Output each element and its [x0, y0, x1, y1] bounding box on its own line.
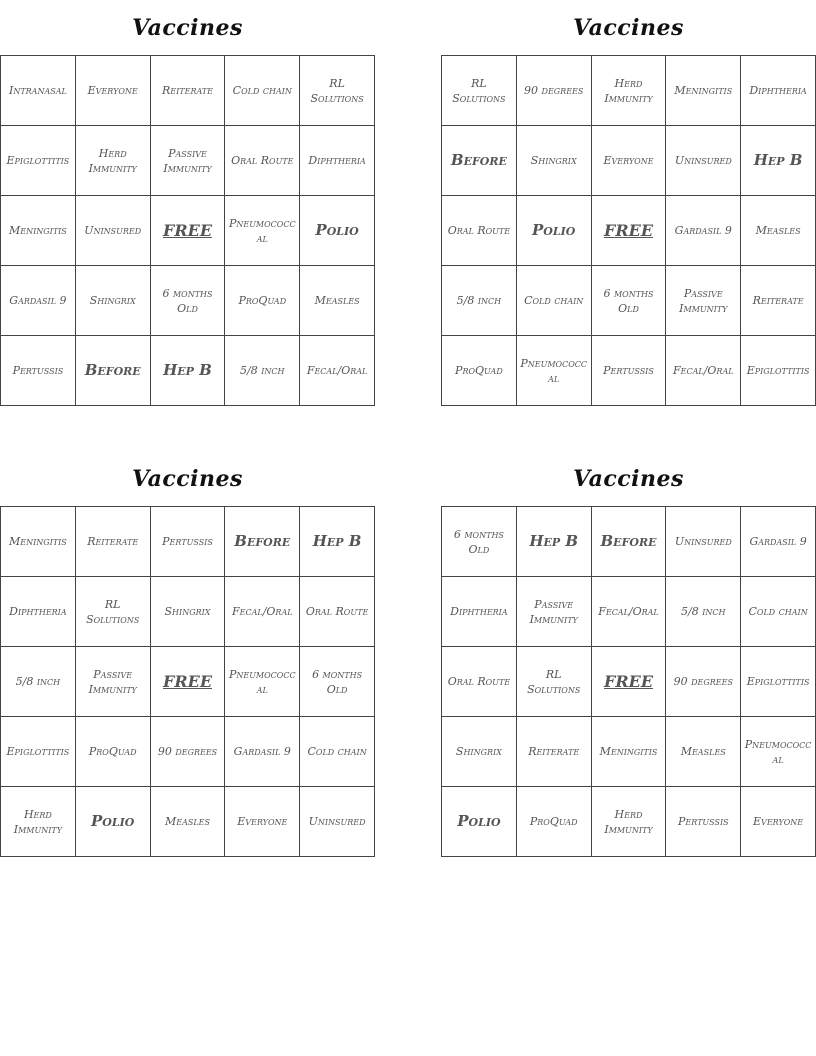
bingo-cell: Cold chain — [516, 266, 591, 336]
bingo-cell: Measles — [300, 266, 375, 336]
bingo-cell: Diphtheria — [300, 126, 375, 196]
bingo-cell: Hep B — [300, 507, 375, 577]
grid-row — [1, 266, 375, 336]
bingo-cell: Passive Immunity — [516, 577, 591, 647]
grid-row — [442, 56, 816, 126]
bingo-cell: Shingrix — [75, 266, 150, 336]
bingo-cell: Polio — [516, 196, 591, 266]
bingo-cell: Oral Route — [225, 126, 300, 196]
bingo-cell: Shingrix — [516, 126, 591, 196]
bingo-cell: Intranasal — [1, 56, 76, 126]
free-space: FREE — [591, 196, 666, 266]
free-space: FREE — [150, 196, 225, 266]
bingo-cell: 90 degrees — [150, 717, 225, 787]
grid-row — [1, 196, 375, 266]
bingo-cell: Epiglottitis — [741, 336, 816, 406]
bingo-cell: Reiterate — [150, 56, 225, 126]
bingo-cell: Epiglottitis — [741, 647, 816, 717]
bingo-card-4 — [441, 451, 816, 857]
bingo-cell: ProQuad — [225, 266, 300, 336]
grid-row — [1, 787, 375, 857]
bingo-cell: Measles — [150, 787, 225, 857]
bingo-cell: Reiterate — [516, 717, 591, 787]
bingo-cell: Before — [442, 126, 517, 196]
card-title: Vaccines — [573, 14, 684, 41]
free-space: FREE — [150, 647, 225, 717]
bingo-cell: RL Solutions — [75, 577, 150, 647]
bingo-cell: Oral Route — [300, 577, 375, 647]
card-title: Vaccines — [573, 465, 684, 492]
bingo-cell: Herd Immunity — [1, 787, 76, 857]
bingo-cell: Polio — [300, 196, 375, 266]
card-title: Vaccines — [132, 465, 243, 492]
bingo-cell: Hep B — [741, 126, 816, 196]
bingo-cell: Gardasil 9 — [666, 196, 741, 266]
bingo-cell: 5/8 inch — [1, 647, 76, 717]
bingo-cell: Fecal/Oral — [591, 577, 666, 647]
bingo-cell: Cold chain — [300, 717, 375, 787]
bingo-cell: Fecal/Oral — [300, 336, 375, 406]
bingo-cell: Oral Route — [442, 196, 517, 266]
bingo-cell: 90 degrees — [666, 647, 741, 717]
bingo-cell: Everyone — [225, 787, 300, 857]
bingo-cell: Uninsured — [300, 787, 375, 857]
grid-row — [442, 336, 816, 406]
bingo-cell: ProQuad — [442, 336, 517, 406]
bingo-cell: Gardasil 9 — [1, 266, 76, 336]
bingo-cell: Shingrix — [442, 717, 517, 787]
bingo-card-3 — [0, 451, 375, 857]
free-space: FREE — [591, 647, 666, 717]
bingo-cell: Meningitis — [1, 507, 76, 577]
bingo-cell: Polio — [75, 787, 150, 857]
grid-row — [1, 336, 375, 406]
bingo-cell: 6 months Old — [591, 266, 666, 336]
bingo-cell: Meningitis — [591, 717, 666, 787]
bingo-cell: Herd Immunity — [75, 126, 150, 196]
bingo-cell: 6 months Old — [150, 266, 225, 336]
bingo-cell: Passive Immunity — [75, 647, 150, 717]
grid-row — [442, 787, 816, 857]
bingo-cell: Fecal/Oral — [225, 577, 300, 647]
grid-row — [442, 717, 816, 787]
bingo-cell: Epiglottitis — [1, 717, 76, 787]
bingo-cell: Uninsured — [666, 126, 741, 196]
bingo-cell: Meningitis — [1, 196, 76, 266]
bingo-cell: Pneumococcal — [225, 647, 300, 717]
bingo-cell: 5/8 inch — [666, 577, 741, 647]
grid-row — [1, 507, 375, 577]
bingo-cell: Epiglottitis — [1, 126, 76, 196]
grid-row — [1, 647, 375, 717]
grid-row — [1, 577, 375, 647]
bingo-cell: Before — [75, 336, 150, 406]
bingo-cell: ProQuad — [516, 787, 591, 857]
bingo-cell: Pertussis — [591, 336, 666, 406]
bingo-cell: Everyone — [741, 787, 816, 857]
bingo-cell: Everyone — [75, 56, 150, 126]
bingo-cell: Pneumococcal — [741, 717, 816, 787]
bingo-cell: Cold chain — [741, 577, 816, 647]
bingo-cell: Before — [591, 507, 666, 577]
bingo-card-2 — [441, 0, 816, 406]
bingo-cell: RL Solutions — [442, 56, 517, 126]
bingo-cell: 90 degrees — [516, 56, 591, 126]
bingo-cell: Before — [225, 507, 300, 577]
bingo-cell: Diphtheria — [741, 56, 816, 126]
grid-row — [442, 577, 816, 647]
grid-row — [1, 56, 375, 126]
bingo-cell: Diphtheria — [442, 577, 517, 647]
bingo-cell: Measles — [741, 196, 816, 266]
bingo-cell: 5/8 inch — [225, 336, 300, 406]
bingo-grid — [0, 506, 375, 857]
bingo-cell: RL Solutions — [300, 56, 375, 126]
bingo-cell: Uninsured — [75, 196, 150, 266]
grid-row — [442, 507, 816, 577]
bingo-cell: Shingrix — [150, 577, 225, 647]
grid-row — [1, 126, 375, 196]
bingo-cell: Pertussis — [1, 336, 76, 406]
bingo-cell: Herd Immunity — [591, 56, 666, 126]
grid-row — [1, 717, 375, 787]
bingo-cell: Pertussis — [666, 787, 741, 857]
bingo-cell: Cold chain — [225, 56, 300, 126]
bingo-cell: Reiterate — [741, 266, 816, 336]
bingo-cell: Uninsured — [666, 507, 741, 577]
bingo-card-1 — [0, 0, 375, 406]
bingo-cell: Pneumococcal — [516, 336, 591, 406]
bingo-cell: Fecal/Oral — [666, 336, 741, 406]
bingo-cell: Hep B — [516, 507, 591, 577]
bingo-cell: Gardasil 9 — [741, 507, 816, 577]
grid-row — [442, 196, 816, 266]
bingo-cell: Passive Immunity — [666, 266, 741, 336]
grid-row — [442, 266, 816, 336]
bingo-cell: Passive Immunity — [150, 126, 225, 196]
bingo-grid — [441, 506, 816, 857]
bingo-cell: Pneumococcal — [225, 196, 300, 266]
bingo-grid — [441, 55, 816, 406]
bingo-cell: Polio — [442, 787, 517, 857]
grid-row — [442, 126, 816, 196]
bingo-cell: 5/8 inch — [442, 266, 517, 336]
bingo-cell: 6 months Old — [442, 507, 517, 577]
bingo-cell: 6 months Old — [300, 647, 375, 717]
bingo-cell: Measles — [666, 717, 741, 787]
bingo-cell: RL Solutions — [516, 647, 591, 717]
bingo-grid — [0, 55, 375, 406]
bingo-cell: Everyone — [591, 126, 666, 196]
bingo-cell: Reiterate — [75, 507, 150, 577]
bingo-cell: Herd Immunity — [591, 787, 666, 857]
grid-row — [442, 647, 816, 717]
bingo-cell: Oral Route — [442, 647, 517, 717]
bingo-cell: ProQuad — [75, 717, 150, 787]
bingo-cell: Hep B — [150, 336, 225, 406]
bingo-cell: Pertussis — [150, 507, 225, 577]
bingo-cell: Diphtheria — [1, 577, 76, 647]
bingo-cell: Gardasil 9 — [225, 717, 300, 787]
card-title: Vaccines — [132, 14, 243, 41]
bingo-cell: Meningitis — [666, 56, 741, 126]
